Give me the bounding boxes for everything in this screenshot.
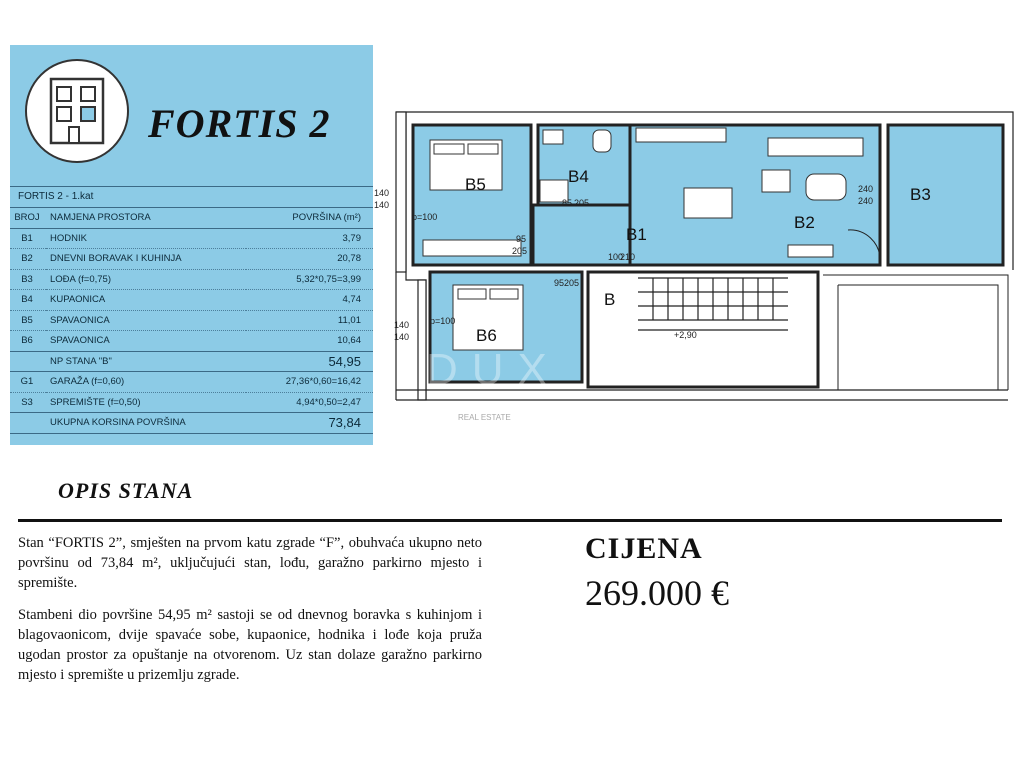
- row-name: HODNIK: [46, 228, 246, 249]
- watermark-sub: REAL ESTATE: [458, 413, 511, 422]
- dim-label: 205: [574, 198, 590, 208]
- dim-label: 85: [562, 198, 573, 208]
- table-row: [10, 331, 373, 352]
- description-text: [18, 533, 482, 697]
- dim-label: p=100: [412, 212, 438, 222]
- row-code: B4: [10, 290, 46, 311]
- col-area-header: POVRŠINA (m²): [246, 208, 373, 228]
- table-row: [10, 392, 373, 413]
- row-area: 10,64: [246, 331, 373, 352]
- table-header-row: [10, 208, 373, 228]
- watermark: DUX: [426, 345, 561, 394]
- table-heading: FORTIS 2 - 1.kat: [10, 186, 373, 208]
- dim-label: 140: [374, 200, 390, 210]
- col-code-header: BROJ: [10, 208, 46, 228]
- row-area: 4,74: [246, 290, 373, 311]
- row-code: S3: [10, 392, 46, 413]
- row-name: GARAŽA (f=0,60): [46, 372, 246, 393]
- building-icon: [23, 57, 131, 165]
- np-total-row: [10, 351, 373, 372]
- wardrobe-b5: [423, 240, 521, 256]
- dim-label: 95: [554, 278, 565, 288]
- table-row: [10, 249, 373, 270]
- row-code: B1: [10, 228, 46, 249]
- divider: [18, 519, 1002, 522]
- dim-label: 205: [564, 278, 580, 288]
- dim-label: 100: [608, 252, 624, 262]
- price-value: 269.000 €: [585, 573, 729, 613]
- dim-label: 240: [858, 184, 874, 194]
- description-paragraph: Stambeni dio površine 54,95 m² sastoji se od dnevnog boravka s kuhinjom i blagovaonicom, dvije spavaće sobe, kupaonice, hodnika i lođe koja pruža ugodan prostor za opuštanje na otvorenom. Uz stan dolaze garažno parkirno mjesto i spremište u prizemlju zgrade.: [18, 607, 482, 683]
- grand-total-row: [10, 413, 373, 434]
- room-label-b4: B4: [568, 167, 589, 186]
- kitchen-counter: [636, 128, 726, 142]
- room-label-b3: B3: [910, 185, 931, 204]
- room-label-b1: B1: [626, 225, 647, 244]
- row-name: DNEVNI BORAVAK I KUHINJA: [46, 249, 246, 270]
- area-table: [10, 186, 373, 434]
- row-area: 27,36*0,60=16,42: [246, 372, 373, 393]
- row-code: B3: [10, 269, 46, 290]
- table-row: [10, 269, 373, 290]
- room-label-b2: B2: [794, 213, 815, 232]
- price-label: CIJENA: [585, 532, 703, 565]
- sink: [543, 130, 563, 144]
- total-label: UKUPNA KORSINA POVRŠINA: [46, 413, 246, 434]
- row-area: 20,78: [246, 249, 373, 270]
- armchair: [762, 170, 790, 192]
- total-value: 73,84: [246, 413, 373, 434]
- np-value: 54,95: [246, 351, 373, 372]
- room-label-b6: B6: [476, 326, 497, 345]
- description-heading: OPIS STANA: [58, 478, 194, 503]
- row-name: KUPAONICA: [46, 290, 246, 311]
- row-area: 11,01: [246, 310, 373, 331]
- dining-table: [684, 188, 732, 218]
- entry-label-b: B: [604, 290, 616, 309]
- dim-label: 140: [394, 332, 410, 342]
- dim-label: 205: [512, 246, 528, 256]
- row-name: LOĐA (f=0,75): [46, 269, 246, 290]
- table-row: [10, 228, 373, 249]
- room-b3: [888, 125, 1003, 265]
- row-code: [10, 413, 46, 434]
- row-code: G1: [10, 372, 46, 393]
- row-code: B2: [10, 249, 46, 270]
- row-area: 5,32*0,75=3,99: [246, 269, 373, 290]
- row-area: 4,94*0,50=2,47: [246, 392, 373, 413]
- level-label: +2,90: [674, 330, 697, 340]
- dim-label: 140: [374, 188, 390, 198]
- coffee-table: [806, 174, 846, 200]
- row-area: 3,79: [246, 228, 373, 249]
- room-label-b5: B5: [465, 175, 486, 194]
- row-name: SPAVAONICA: [46, 331, 246, 352]
- row-name: SPAVAONICA: [46, 310, 246, 331]
- row-code: [10, 351, 46, 372]
- table-row: [10, 310, 373, 331]
- sofa: [768, 138, 863, 156]
- dim-label: 240: [858, 196, 874, 206]
- table-row: [10, 372, 373, 393]
- dim-label: p=100: [430, 316, 456, 326]
- brand-title: FORTIS 2: [148, 101, 331, 146]
- toilet: [593, 130, 611, 152]
- dim-label: 140: [394, 320, 410, 330]
- row-code: B6: [10, 331, 46, 352]
- info-panel: [10, 45, 373, 445]
- dim-label: 210: [620, 252, 636, 262]
- np-label: NP STANA "B": [46, 351, 246, 372]
- col-name-header: NAMJENA PROSTORA: [46, 208, 246, 228]
- floor-plan: [368, 100, 1024, 430]
- table-row: [10, 290, 373, 311]
- description-paragraph: Stan “FORTIS 2”, smješten na prvom katu zgrade “F”, obuhvaća ukupno neto površinu od 73,84 m², uključujući stan, lođu, garažno parkirno mjesto i spremište.: [18, 535, 482, 591]
- row-code: B5: [10, 310, 46, 331]
- row-name: SPREMIŠTE (f=0,50): [46, 392, 246, 413]
- dim-label: 95: [516, 234, 527, 244]
